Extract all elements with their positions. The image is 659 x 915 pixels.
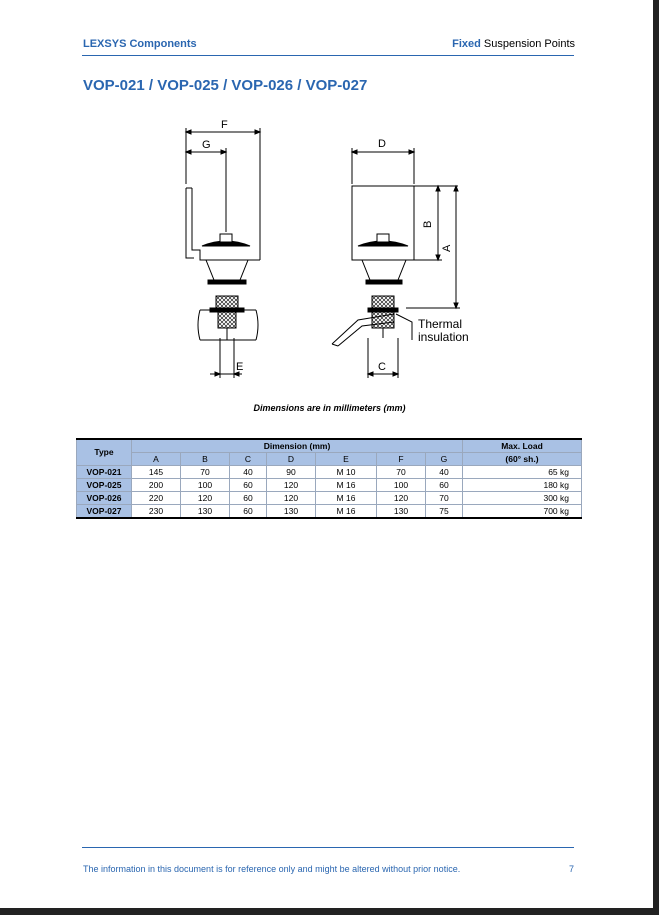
cell-type: VOP-025	[77, 479, 132, 492]
type-header: Type	[77, 439, 132, 466]
load-header-1: Max. Load	[462, 439, 581, 453]
cell: 120	[266, 479, 315, 492]
col-header: D	[266, 453, 315, 466]
cell: 40	[426, 466, 463, 479]
footer-rule	[82, 847, 574, 848]
label-thermal-1: Thermal	[418, 317, 463, 331]
cell-type: VOP-026	[77, 492, 132, 505]
col-header: F	[377, 453, 426, 466]
cell: M 16	[315, 492, 376, 505]
cell-load: 180 kg	[462, 479, 581, 492]
label-thermal-2: insulation	[418, 330, 469, 344]
cell: M 16	[315, 505, 376, 519]
label-c: C	[378, 361, 386, 373]
figure-caption: Dimensions are in millimeters (mm)	[253, 403, 406, 413]
cell: 200	[132, 479, 181, 492]
header-section-rest: Suspension Points	[480, 38, 575, 50]
table-row	[77, 505, 582, 519]
cell: 60	[230, 505, 267, 519]
cell: M 16	[315, 479, 376, 492]
col-header: G	[426, 453, 463, 466]
col-header: E	[315, 453, 376, 466]
cell: 75	[426, 505, 463, 519]
label-g: G	[202, 139, 211, 151]
cell: 120	[266, 492, 315, 505]
col-header: C	[230, 453, 267, 466]
cell: 130	[266, 505, 315, 519]
page-title: VOP-021 / VOP-025 / VOP-026 / VOP-027	[83, 77, 368, 94]
cell: M 10	[315, 466, 376, 479]
viewer-edge-right	[653, 0, 659, 915]
cell: 130	[181, 505, 230, 519]
cell-type: VOP-027	[77, 505, 132, 519]
label-d: D	[378, 138, 386, 150]
load-header-2: (60° sh.)	[462, 453, 581, 466]
cell: 40	[230, 466, 267, 479]
cell: 60	[426, 479, 463, 492]
cell: 70	[377, 466, 426, 479]
header-company: LEXSYS Components	[83, 38, 197, 50]
label-e: E	[236, 361, 244, 373]
table-row	[77, 492, 582, 505]
dimension-header: Dimension (mm)	[132, 439, 463, 453]
label-b: B	[422, 220, 434, 228]
cell: 130	[377, 505, 426, 519]
dimension-drawing	[180, 112, 480, 387]
col-header: B	[181, 453, 230, 466]
label-f: F	[221, 119, 228, 131]
cell: 100	[377, 479, 426, 492]
table-row	[77, 466, 582, 479]
viewer-edge-bottom	[0, 908, 659, 915]
footer-notice: The information in this document is for reference only and might be altered without prior notice.	[83, 864, 461, 874]
cell-load: 65 kg	[462, 466, 581, 479]
dimension-table	[76, 438, 582, 519]
label-a: A	[441, 244, 453, 252]
cell: 145	[132, 466, 181, 479]
cell: 220	[132, 492, 181, 505]
cell: 70	[426, 492, 463, 505]
col-header: A	[132, 453, 181, 466]
header-section-accent: Fixed	[452, 38, 481, 50]
cell: 60	[230, 479, 267, 492]
header-section	[452, 38, 575, 50]
cell: 70	[181, 466, 230, 479]
cell: 230	[132, 505, 181, 519]
cell: 100	[181, 479, 230, 492]
cell: 120	[181, 492, 230, 505]
cell: 120	[377, 492, 426, 505]
page-number: 7	[569, 864, 575, 874]
header-rule	[82, 55, 574, 56]
cell: 90	[266, 466, 315, 479]
cell-load: 700 kg	[462, 505, 581, 519]
table-row	[77, 479, 582, 492]
cell-load: 300 kg	[462, 492, 581, 505]
cell: 60	[230, 492, 267, 505]
cell-type: VOP-021	[77, 466, 132, 479]
